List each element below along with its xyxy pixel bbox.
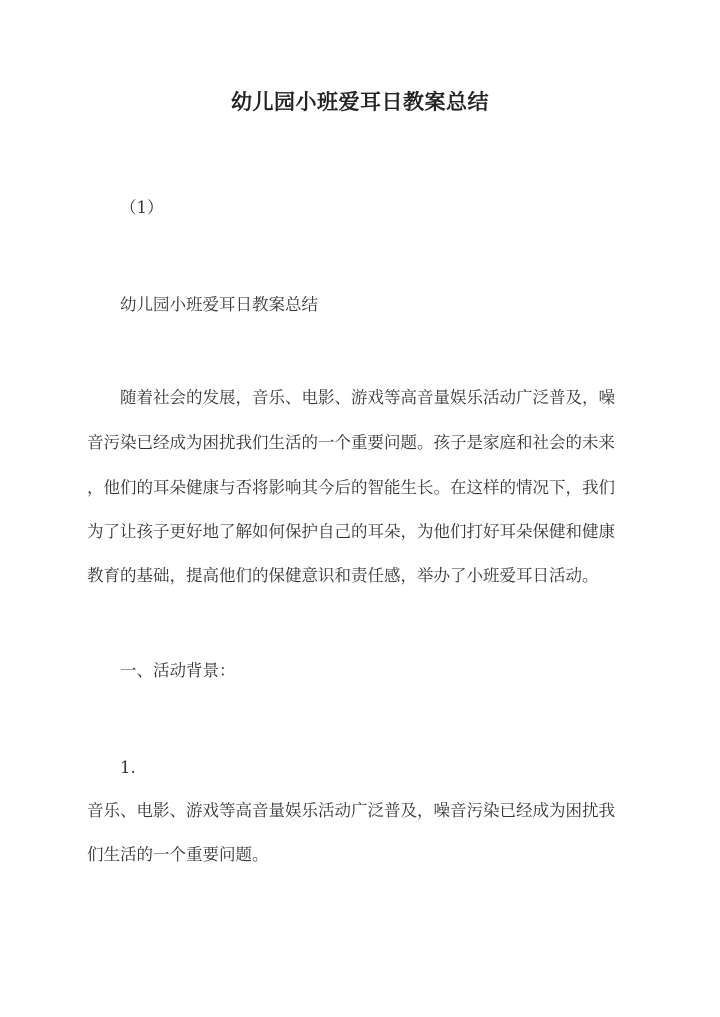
section-marker: （1） [120,198,164,217]
document-title: 幼儿园小班爱耳日教案总结 [231,89,489,114]
intro-line: 音污染已经成为困扰我们生活的一个重要问题。孩子是家庭和社会的未来 [87,433,615,452]
item-1-line: 音乐、电影、游戏等高音量娱乐活动广泛普及，噪音污染已经成为困扰我 [87,801,615,820]
heading-activity-background: 一、活动背景： [120,661,236,680]
intro-line: 教育的基础，提高他们的保健意识和责任感，举办了小班爱耳日活动。 [87,566,599,585]
list-item-number: 1. [120,758,136,777]
intro-line: ，他们的耳朵健康与否将影响其今后的智能生长。在这样的情况下，我们 [87,478,615,497]
intro-line: 随着社会的发展，音乐、电影、游戏等高音量娱乐活动广泛普及，噪 [120,388,615,407]
intro-line: 为了让孩子更好地了解如何保护自己的耳朵，为他们打好耳朵保健和健康 [87,522,615,541]
item-1-line: 们生活的一个重要问题。 [87,845,269,864]
document-subtitle: 幼儿园小班爱耳日教案总结 [120,295,318,314]
